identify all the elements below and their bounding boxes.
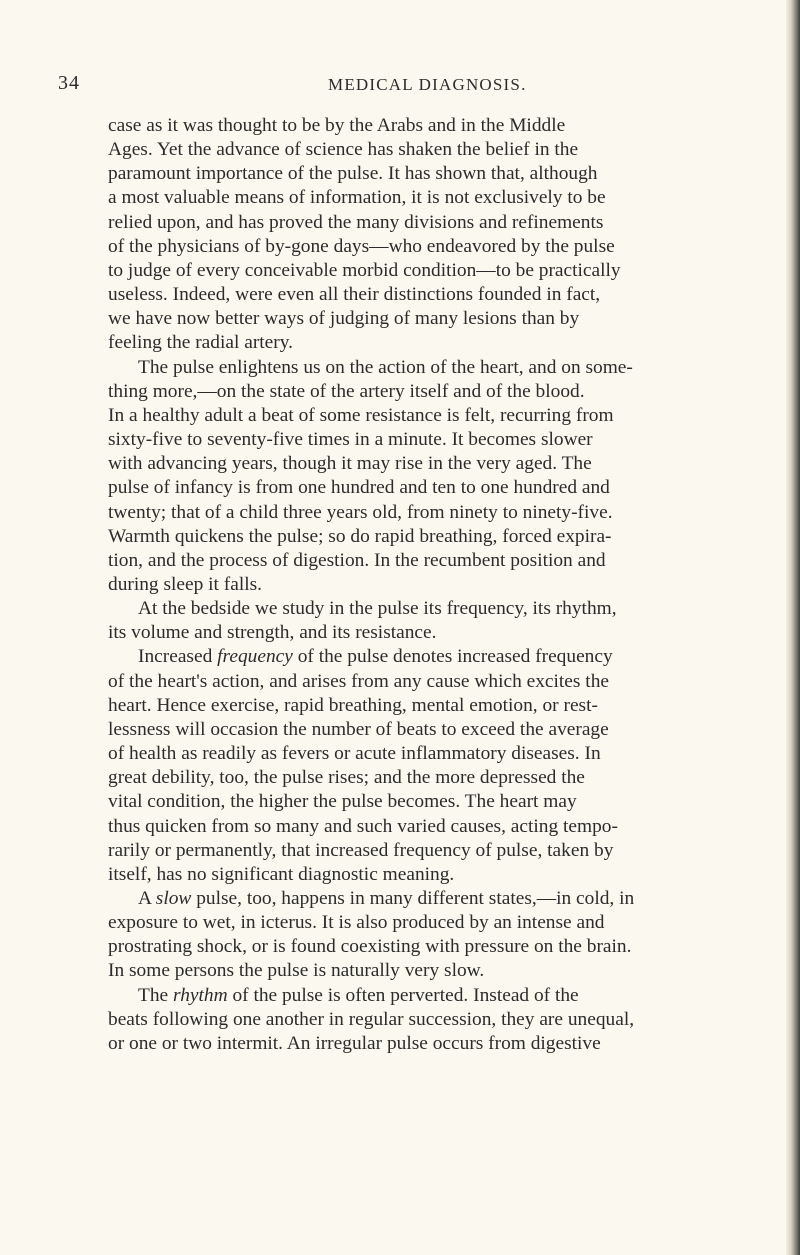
text-line: thus quicken from so many and such varied causes, acting tempo- bbox=[108, 815, 618, 837]
text-line: In a healthy adult a beat of some resistance is felt, recurring from bbox=[108, 404, 614, 426]
text-line: or one or two intermit. An irregular pulse occurs from digestive bbox=[108, 1032, 601, 1054]
text-line bbox=[108, 887, 738, 911]
text-segment: The bbox=[138, 984, 173, 1006]
text-line: great debility, too, the pulse rises; and the more depressed the bbox=[108, 767, 585, 789]
text-line: to judge of every conceivable morbid condition—to be practically bbox=[108, 259, 621, 281]
text-line: prostrating shock, or is found coexisting with pressure on the brain. bbox=[108, 936, 632, 958]
text-line: during sleep it falls. bbox=[108, 573, 263, 595]
text-line: Ages. Yet the advance of science has shaken the belief in the bbox=[108, 139, 579, 161]
text-line: twenty; that of a child three years old, from ninety to ninety-five. bbox=[108, 501, 613, 523]
text-line bbox=[108, 984, 738, 1008]
page-header bbox=[0, 72, 800, 102]
text-line: At the bedside we study in the pulse its frequency, its rhythm, bbox=[138, 598, 617, 620]
text-line: of the physicians of by-gone days—who endeavored by the pulse bbox=[108, 235, 615, 257]
text-line: The pulse enlightens us on the action of the heart, and on some- bbox=[138, 356, 633, 378]
text-line: rarily or permanently, that increased frequency of pulse, taken by bbox=[108, 839, 614, 861]
page-number: 34 bbox=[58, 72, 80, 94]
text-line: its volume and strength, and its resistance. bbox=[108, 622, 437, 644]
text-line: case as it was thought to be by the Arabs and in the Middle bbox=[108, 115, 566, 136]
text-line: In some persons the pulse is naturally very slow. bbox=[108, 960, 485, 982]
text-line: relied upon, and has proved the many divisions and refinements bbox=[108, 211, 604, 233]
text-line: feeling the radial artery. bbox=[108, 332, 294, 354]
text-line: with advancing years, though it may rise in the very aged. The bbox=[108, 453, 592, 475]
italic-term: frequency bbox=[217, 646, 293, 668]
text-line: pulse of infancy is from one hundred and ten to one hundred and bbox=[108, 477, 610, 499]
text-line: lessness will occasion the number of beats to exceed the average bbox=[108, 718, 609, 740]
text-line: exposure to wet, in icterus. It is also produced by an intense and bbox=[108, 912, 605, 934]
text-line bbox=[108, 645, 738, 669]
text-line: thing more,—on the state of the artery itself and of the blood. bbox=[108, 380, 585, 402]
text-line: paramount importance of the pulse. It has shown that, although bbox=[108, 163, 598, 185]
body-text bbox=[108, 114, 738, 1056]
text-line: tion, and the process of digestion. In the recumbent position and bbox=[108, 549, 606, 571]
text-line: we have now better ways of judging of many lesions than by bbox=[108, 308, 580, 330]
text-segment: of the pulse denotes increased frequency bbox=[292, 646, 613, 668]
text-segment: pulse, too, happens in many different states,—in cold, in bbox=[191, 888, 635, 909]
text-line: a most valuable means of information, it is not exclusively to be bbox=[108, 187, 606, 209]
text-line: itself, has no significant diagnostic meaning. bbox=[108, 863, 455, 885]
italic-term: slow bbox=[155, 888, 192, 909]
text-line: of the heart's action, and arises from any cause which excites the bbox=[108, 670, 609, 692]
text-line: Warmth quickens the pulse; so do rapid breathing, forced expira- bbox=[108, 525, 612, 547]
page-edge-shadow bbox=[786, 0, 800, 1255]
running-head: MEDICAL DIAGNOSIS. bbox=[328, 75, 527, 94]
italic-term: rhythm bbox=[173, 984, 228, 1006]
text-segment: of the pulse is often perverted. Instead of the bbox=[227, 984, 579, 1006]
text-line: vital condition, the higher the pulse becomes. The heart may bbox=[108, 791, 577, 813]
text-line: heart. Hence exercise, rapid breathing, mental emotion, or rest- bbox=[108, 694, 598, 716]
text-line: beats following one another in regular succession, they are unequal, bbox=[108, 1008, 635, 1030]
text-line: sixty-five to seventy-five times in a minute. It becomes slower bbox=[108, 429, 593, 451]
text-line: of health as readily as fevers or acute inflammatory diseases. In bbox=[108, 743, 601, 765]
text-segment: A bbox=[138, 888, 156, 909]
text-line: useless. Indeed, were even all their distinctions founded in fact, bbox=[108, 284, 601, 306]
text-segment: Increased bbox=[138, 646, 218, 668]
